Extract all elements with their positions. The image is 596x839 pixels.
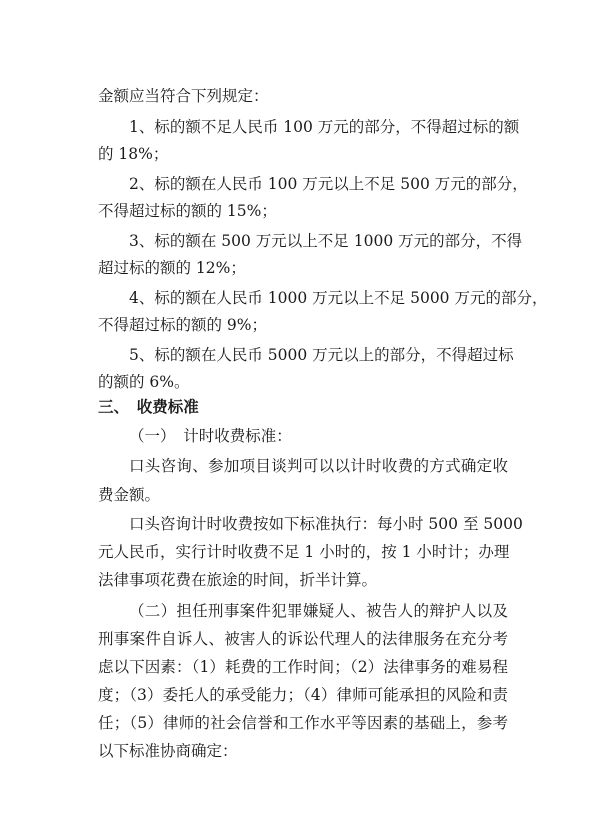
para-1-line-2: 费金额。 (98, 486, 161, 504)
para-1-line-1: 口头咨询、参加项目谈判可以以计时收费的方式确定收 (129, 457, 508, 475)
rule-3-line-2: 超过标的额的 12%； (98, 259, 246, 277)
rule-2-line-2: 不得超过标的额的 15%； (98, 202, 277, 220)
section-heading: 三、 收费标准 (98, 397, 199, 416)
rule-5-line-1: 5、标的额在人民币 5000 万元以上的部分，不得超过标 (129, 346, 514, 364)
rule-4-line-2: 不得超过标的额的 9%； (98, 316, 268, 334)
para-2-line-3: 法律事项花费在旅途的时间，折半计算。 (98, 571, 378, 589)
rule-1-line-1: 1、标的额不足人民币 100 万元的部分，不得超过标的额 (129, 118, 520, 136)
para-2-line-2: 元人民币，实行计时收费不足 1 小时的，按 1 小时计；办理 (98, 543, 510, 561)
subsection-1-heading: （一） 计时收费标准： (129, 427, 292, 445)
para-3-line-1: （二）担任刑事案件犯罪嫌疑人、被告人的辩护人以及 (129, 602, 508, 620)
para-3-line-3: 虑以下因素：（1）耗费的工作时间；（2）法律事务的难易程 (98, 658, 508, 676)
para-3-line-2: 刑事案件自诉人、被害人的诉讼代理人的法律服务在充分考 (98, 630, 508, 648)
rule-3-line-1: 3、标的额在 500 万元以上不足 1000 万元的部分，不得 (129, 232, 523, 250)
intro-line: 金额应当符合下列规定： (98, 87, 269, 105)
para-3-line-6: 以下标准协商确定： (98, 742, 238, 760)
rule-5-line-2: 的额的 6%。 (98, 373, 190, 391)
rule-2-line-1: 2、标的额在人民币 100 万元以上不足 500 万元的部分， (129, 175, 528, 193)
rule-4-line-1: 4、标的额在人民币 1000 万元以上不足 5000 万元的部分， (129, 289, 548, 307)
rule-1-line-2: 的 18%； (98, 145, 169, 163)
para-3-line-5: 任；（5）律师的社会信誉和工作水平等因素的基础上，参考 (98, 714, 508, 732)
para-2-line-1: 口头咨询计时收费按如下标准执行：每小时 500 至 5000 (129, 515, 523, 533)
para-3-line-4: 度；（3）委托人的承受能力；（4）律师可能承担的风险和责 (98, 686, 508, 704)
